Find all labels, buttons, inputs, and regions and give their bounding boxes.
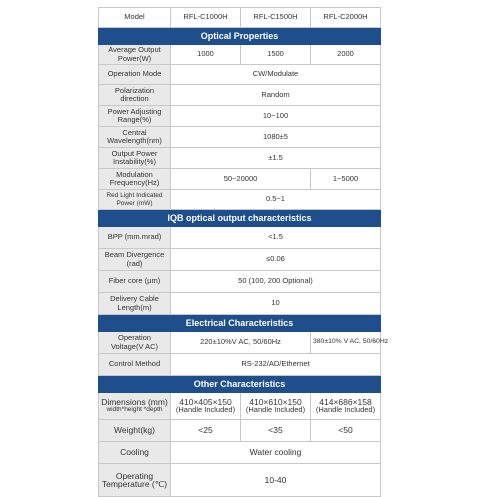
avg-power-2: 1500 [241, 45, 311, 65]
dimensions-2-value: 410×610×150 [249, 396, 302, 407]
row-cooling [99, 442, 381, 464]
voltage-value-b: 380±10% V AC, 50/60Hz [311, 332, 381, 354]
voltage-label: Operation Voltage(V AC) [99, 332, 171, 354]
fiber-core-label: Fiber core (μm) [99, 271, 171, 293]
divergence-value: ≤0.06 [171, 249, 381, 271]
mode-label: Operation Mode [99, 65, 171, 85]
divergence-label: Beam Divergence (rad) [99, 249, 171, 271]
dimensions-3-value: 414×686×158 [319, 396, 372, 407]
section-optical [99, 28, 381, 45]
dimensions-2-note: (Handle Included) [245, 405, 306, 414]
bpp-label: BPP (mm.mrad) [99, 227, 171, 249]
instability-value: ±1.5 [171, 148, 381, 169]
avg-power-3: 2000 [311, 45, 381, 65]
row-polarization [99, 85, 381, 106]
dimensions-sublabel: width*height *depth [106, 406, 163, 413]
section-electrical [99, 315, 381, 332]
red-light-value: 0.5~1 [171, 190, 381, 210]
model-3: RFL-C2000H [311, 8, 381, 28]
dimensions-label: Dimensions (mm) [101, 396, 168, 407]
spec-table [98, 7, 389, 497]
row-fiber-core [99, 271, 381, 293]
weight-1: <25 [171, 420, 241, 442]
power-range-label: Power Adjusting Range(%) [99, 106, 171, 127]
section-electrical-title: Electrical Characteristics [99, 315, 381, 332]
row-red-light [99, 190, 381, 210]
control-label: Control Method [99, 354, 171, 376]
mode-value: CW/Modulate [171, 65, 381, 85]
bpp-value: <1.5 [171, 227, 381, 249]
polarization-value: Random [171, 85, 381, 106]
weight-2: <35 [241, 420, 311, 442]
row-instability [99, 148, 381, 169]
dimensions-3 [311, 393, 381, 420]
dimensions-2 [241, 393, 311, 420]
avg-power-1: 1000 [171, 45, 241, 65]
dimensions-1 [171, 393, 241, 420]
section-optical-title: Optical Properties [99, 28, 381, 45]
dimensions-cell [99, 393, 171, 420]
instability-label: Output Power Instability(%) [99, 148, 171, 169]
modulation-value-a: 50~20000 [171, 169, 311, 190]
wavelength-label: Central Wavelength(nm) [99, 127, 171, 148]
wavelength-value: 1080±5 [171, 127, 381, 148]
modulation-label: Modulation Frequency(Hz) [99, 169, 171, 190]
row-wavelength [99, 127, 381, 148]
weight-label: Weight(kg) [99, 420, 171, 442]
section-iqb [99, 210, 381, 227]
dimensions-1-note: (Handle Included) [175, 405, 236, 414]
row-bpp [99, 227, 381, 249]
cooling-value: Water cooling [171, 442, 381, 464]
row-dimensions [99, 393, 381, 420]
row-power-range [99, 106, 381, 127]
weight-3: <50 [311, 420, 381, 442]
section-other-title: Other Characteristics [99, 376, 381, 393]
modulation-value-b: 1~5000 [311, 169, 381, 190]
avg-power-label: Average Output Power(W) [99, 45, 171, 65]
section-iqb-title: IQB optical output characteristics [99, 210, 381, 227]
row-temperature [99, 464, 381, 497]
cable-length-value: 10 [171, 293, 381, 315]
cable-length-label: Delivery Cable Length(m) [99, 293, 171, 315]
dimensions-1-value: 410×405×150 [179, 396, 232, 407]
model-label: Model [99, 8, 171, 28]
model-2: RFL-C1500H [241, 8, 311, 28]
dimensions-3-note: (Handle Included) [315, 405, 376, 414]
row-voltage [99, 332, 381, 354]
red-light-label: Red Light Indicated Power (mW) [99, 190, 171, 210]
power-range-value: 10~100 [171, 106, 381, 127]
row-cable-length [99, 293, 381, 315]
row-divergence [99, 249, 381, 271]
row-weight [99, 420, 381, 442]
cooling-label: Cooling [99, 442, 171, 464]
row-mode [99, 65, 381, 85]
polarization-label: Polarization direction [99, 85, 171, 106]
voltage-value-a: 220±10%V AC, 50/60Hz [171, 332, 311, 354]
fiber-core-value: 50 (100, 200 Optional) [171, 271, 381, 293]
control-value: RS-232/AD/Ethernet [171, 354, 381, 376]
model-1: RFL-C1000H [171, 8, 241, 28]
row-avg-power [99, 45, 381, 65]
model-row [99, 8, 381, 28]
temperature-value: 10-40 [171, 464, 381, 497]
row-control [99, 354, 381, 376]
section-other [99, 376, 381, 393]
row-modulation [99, 169, 381, 190]
temperature-label: Operating Temperature (℃) [99, 464, 171, 497]
